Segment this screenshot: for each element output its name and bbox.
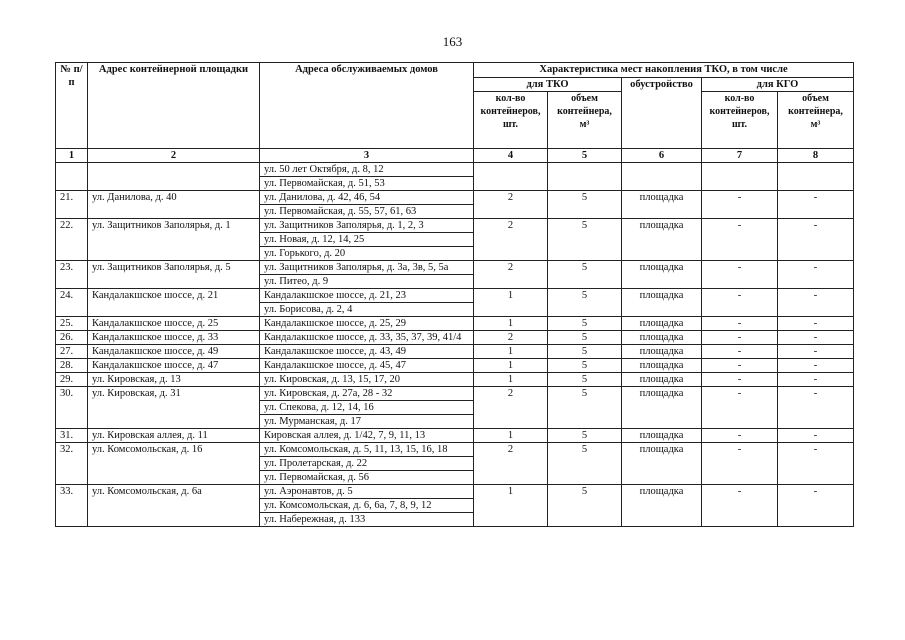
- tko-container-count: 1: [474, 485, 548, 527]
- header-volume-kgo: объем контейнера, м³: [778, 92, 854, 149]
- equipment: площадка: [622, 429, 702, 443]
- column-number: 5: [548, 149, 622, 163]
- equipment: площадка: [622, 191, 702, 219]
- served-address: ул. Защитников Заполярья, д. 3а, 3в, 5, 5а: [260, 261, 474, 275]
- tko-container-count: 2: [474, 219, 548, 261]
- served-address: ул. Мурманская, д. 17: [260, 415, 474, 429]
- served-address: ул. Набережная, д. 133: [260, 513, 474, 527]
- kgo-container-volume: -: [778, 345, 854, 359]
- tko-container-volume: 5: [548, 443, 622, 485]
- tko-container-count: 1: [474, 289, 548, 317]
- kgo-container-count: -: [702, 443, 778, 485]
- container-address: Кандалакшское шоссе, д. 47: [88, 359, 260, 373]
- column-number: 3: [260, 149, 474, 163]
- header-volume-tko: объем контейнера, м³: [548, 92, 622, 149]
- equipment: площадка: [622, 331, 702, 345]
- row-number: 21.: [56, 191, 88, 219]
- served-address: ул. Первомайская, д. 56: [260, 471, 474, 485]
- tko-container-count: 1: [474, 429, 548, 443]
- kgo-container-count: -: [702, 317, 778, 331]
- served-address: ул. Аэронавтов, д. 5: [260, 485, 474, 499]
- equipment: [622, 163, 702, 191]
- kgo-container-volume: -: [778, 387, 854, 429]
- served-address: ул. Новая, д. 12, 14, 25: [260, 233, 474, 247]
- table-row: [56, 289, 854, 303]
- kgo-container-count: -: [702, 289, 778, 317]
- tko-container-volume: 5: [548, 429, 622, 443]
- served-address: Кандалакшское шоссе, д. 43, 49: [260, 345, 474, 359]
- tko-container-volume: 5: [548, 387, 622, 429]
- equipment: площадка: [622, 219, 702, 261]
- column-number: 6: [622, 149, 702, 163]
- row-number: 28.: [56, 359, 88, 373]
- kgo-container-volume: -: [778, 429, 854, 443]
- tko-container-count: 2: [474, 387, 548, 429]
- kgo-container-volume: -: [778, 261, 854, 289]
- served-address: ул. Данилова, д. 42, 46, 54: [260, 191, 474, 205]
- row-number: 31.: [56, 429, 88, 443]
- tko-container-volume: 5: [548, 345, 622, 359]
- tko-container-volume: 5: [548, 191, 622, 219]
- table-row: [56, 345, 854, 359]
- kgo-container-volume: -: [778, 443, 854, 485]
- equipment: площадка: [622, 387, 702, 429]
- served-address: ул. Защитников Заполярья, д. 1, 2, 3: [260, 219, 474, 233]
- header-row-1: [56, 63, 854, 78]
- tko-container-count: 1: [474, 359, 548, 373]
- kgo-container-count: -: [702, 331, 778, 345]
- tko-container-volume: 5: [548, 373, 622, 387]
- equipment: площадка: [622, 261, 702, 289]
- header-served-addresses: Адреса обслуживаемых домов: [260, 63, 474, 149]
- header-num: № п/п: [56, 63, 88, 149]
- equipment: площадка: [622, 485, 702, 527]
- container-address: Кандалакшское шоссе, д. 25: [88, 317, 260, 331]
- kgo-container-volume: -: [778, 191, 854, 219]
- container-address: ул. Данилова, д. 40: [88, 191, 260, 219]
- tko-container-volume: 5: [548, 359, 622, 373]
- kgo-container-count: -: [702, 359, 778, 373]
- equipment: площадка: [622, 345, 702, 359]
- row-number: 22.: [56, 219, 88, 261]
- kgo-container-count: -: [702, 485, 778, 527]
- table-body: [56, 163, 854, 527]
- row-number: [56, 163, 88, 191]
- tko-container-volume: 5: [548, 219, 622, 261]
- table-row: [56, 261, 854, 275]
- container-address: Кандалакшское шоссе, д. 33: [88, 331, 260, 345]
- served-address: ул. Спекова, д. 12, 14, 16: [260, 401, 474, 415]
- equipment: площадка: [622, 359, 702, 373]
- kgo-container-count: -: [702, 219, 778, 261]
- tko-container-count: 1: [474, 317, 548, 331]
- served-address: ул. Комсомольская, д. 6, 6а, 7, 8, 9, 12: [260, 499, 474, 513]
- kgo-container-count: -: [702, 373, 778, 387]
- tko-container-volume: 5: [548, 485, 622, 527]
- served-address: Кандалакшское шоссе, д. 21, 23: [260, 289, 474, 303]
- served-address: ул. Питео, д. 9: [260, 275, 474, 289]
- container-address: ул. Комсомольская, д. 6а: [88, 485, 260, 527]
- container-address: Кандалакшское шоссе, д. 49: [88, 345, 260, 359]
- row-number: 25.: [56, 317, 88, 331]
- table-row: [56, 485, 854, 499]
- tko-container-volume: 5: [548, 261, 622, 289]
- header-count-kgo: кол-во контейнеров, шт.: [702, 92, 778, 149]
- equipment: площадка: [622, 443, 702, 485]
- column-number: 1: [56, 149, 88, 163]
- row-number: 30.: [56, 387, 88, 429]
- served-address: ул. Первомайская, д. 51, 53: [260, 177, 474, 191]
- equipment: площадка: [622, 317, 702, 331]
- table-row: [56, 317, 854, 331]
- tko-container-volume: 5: [548, 289, 622, 317]
- container-address: ул. Комсомольская, д. 16: [88, 443, 260, 485]
- kgo-container-volume: -: [778, 289, 854, 317]
- served-address: Кандалакшское шоссе, д. 25, 29: [260, 317, 474, 331]
- tko-container-count: 2: [474, 191, 548, 219]
- kgo-container-volume: -: [778, 373, 854, 387]
- header-characteristics: Характеристика мест накопления ТКО, в том числе: [474, 63, 854, 78]
- kgo-container-count: -: [702, 345, 778, 359]
- column-number: 2: [88, 149, 260, 163]
- served-address: ул. Первомайская, д. 55, 57, 61, 63: [260, 205, 474, 219]
- kgo-container-volume: -: [778, 359, 854, 373]
- served-address: ул. 50 лет Октября, д. 8, 12: [260, 163, 474, 177]
- served-address: Кандалакшское шоссе, д. 45, 47: [260, 359, 474, 373]
- tko-container-count: 2: [474, 331, 548, 345]
- kgo-container-volume: -: [778, 331, 854, 345]
- kgo-container-count: [702, 163, 778, 191]
- row-number: 27.: [56, 345, 88, 359]
- kgo-container-volume: -: [778, 317, 854, 331]
- equipment: площадка: [622, 373, 702, 387]
- tko-container-count: 1: [474, 373, 548, 387]
- table-row: [56, 429, 854, 443]
- header-tko: для ТКО: [474, 78, 622, 92]
- container-address: Кандалакшское шоссе, д. 21: [88, 289, 260, 317]
- kgo-container-count: -: [702, 429, 778, 443]
- kgo-container-count: -: [702, 191, 778, 219]
- column-number: 7: [702, 149, 778, 163]
- kgo-container-count: -: [702, 387, 778, 429]
- header-count-tko: кол-во контейнеров, шт.: [474, 92, 548, 149]
- table-row: [56, 163, 854, 177]
- header-equipment: обустройство: [622, 78, 702, 149]
- kgo-container-volume: -: [778, 485, 854, 527]
- header-kgo: для КГО: [702, 78, 854, 92]
- row-number: 23.: [56, 261, 88, 289]
- served-address: Кандалакшское шоссе, д. 33, 35, 37, 39, 41/4: [260, 331, 474, 345]
- row-number: 29.: [56, 373, 88, 387]
- row-number: 33.: [56, 485, 88, 527]
- column-number: 8: [778, 149, 854, 163]
- tko-container-count: 2: [474, 443, 548, 485]
- served-address: ул. Комсомольская, д. 5, 11, 13, 15, 16, 18: [260, 443, 474, 457]
- kgo-container-volume: [778, 163, 854, 191]
- page-number: 163: [442, 34, 463, 49]
- served-address: ул. Борисова, д. 2, 4: [260, 303, 474, 317]
- served-address: ул. Кировская, д. 27а, 28 - 32: [260, 387, 474, 401]
- served-address: ул. Горького, д. 20: [260, 247, 474, 261]
- container-address: ул. Кировская, д. 13: [88, 373, 260, 387]
- tko-container-count: 1: [474, 345, 548, 359]
- tko-container-volume: 5: [548, 331, 622, 345]
- served-address: ул. Пролетарская, д. 22: [260, 457, 474, 471]
- table-row: [56, 387, 854, 401]
- row-number: 32.: [56, 443, 88, 485]
- served-address: Кировская аллея, д. 1/42, 7, 9, 11, 13: [260, 429, 474, 443]
- container-address: [88, 163, 260, 191]
- kgo-container-count: -: [702, 261, 778, 289]
- container-address: ул. Защитников Заполярья, д. 1: [88, 219, 260, 261]
- header-container-address: Адрес контейнерной площадки: [88, 63, 260, 149]
- equipment: площадка: [622, 289, 702, 317]
- column-number: 4: [474, 149, 548, 163]
- container-address: ул. Кировская, д. 31: [88, 387, 260, 429]
- table-row: [56, 373, 854, 387]
- table-row: [56, 219, 854, 233]
- column-numbers-row: [56, 149, 854, 163]
- tko-container-volume: [548, 163, 622, 191]
- row-number: 26.: [56, 331, 88, 345]
- table-row: [56, 331, 854, 345]
- table-row: [56, 191, 854, 205]
- table-row: [56, 359, 854, 373]
- container-address: ул. Защитников Заполярья, д. 5: [88, 261, 260, 289]
- tko-container-volume: 5: [548, 317, 622, 331]
- container-address: ул. Кировская аллея, д. 11: [88, 429, 260, 443]
- table-row: [56, 443, 854, 457]
- tko-container-count: [474, 163, 548, 191]
- kgo-container-volume: -: [778, 219, 854, 261]
- served-address: ул. Кировская, д. 13, 15, 17, 20: [260, 373, 474, 387]
- container-sites-table: [55, 62, 854, 527]
- tko-container-count: 2: [474, 261, 548, 289]
- row-number: 24.: [56, 289, 88, 317]
